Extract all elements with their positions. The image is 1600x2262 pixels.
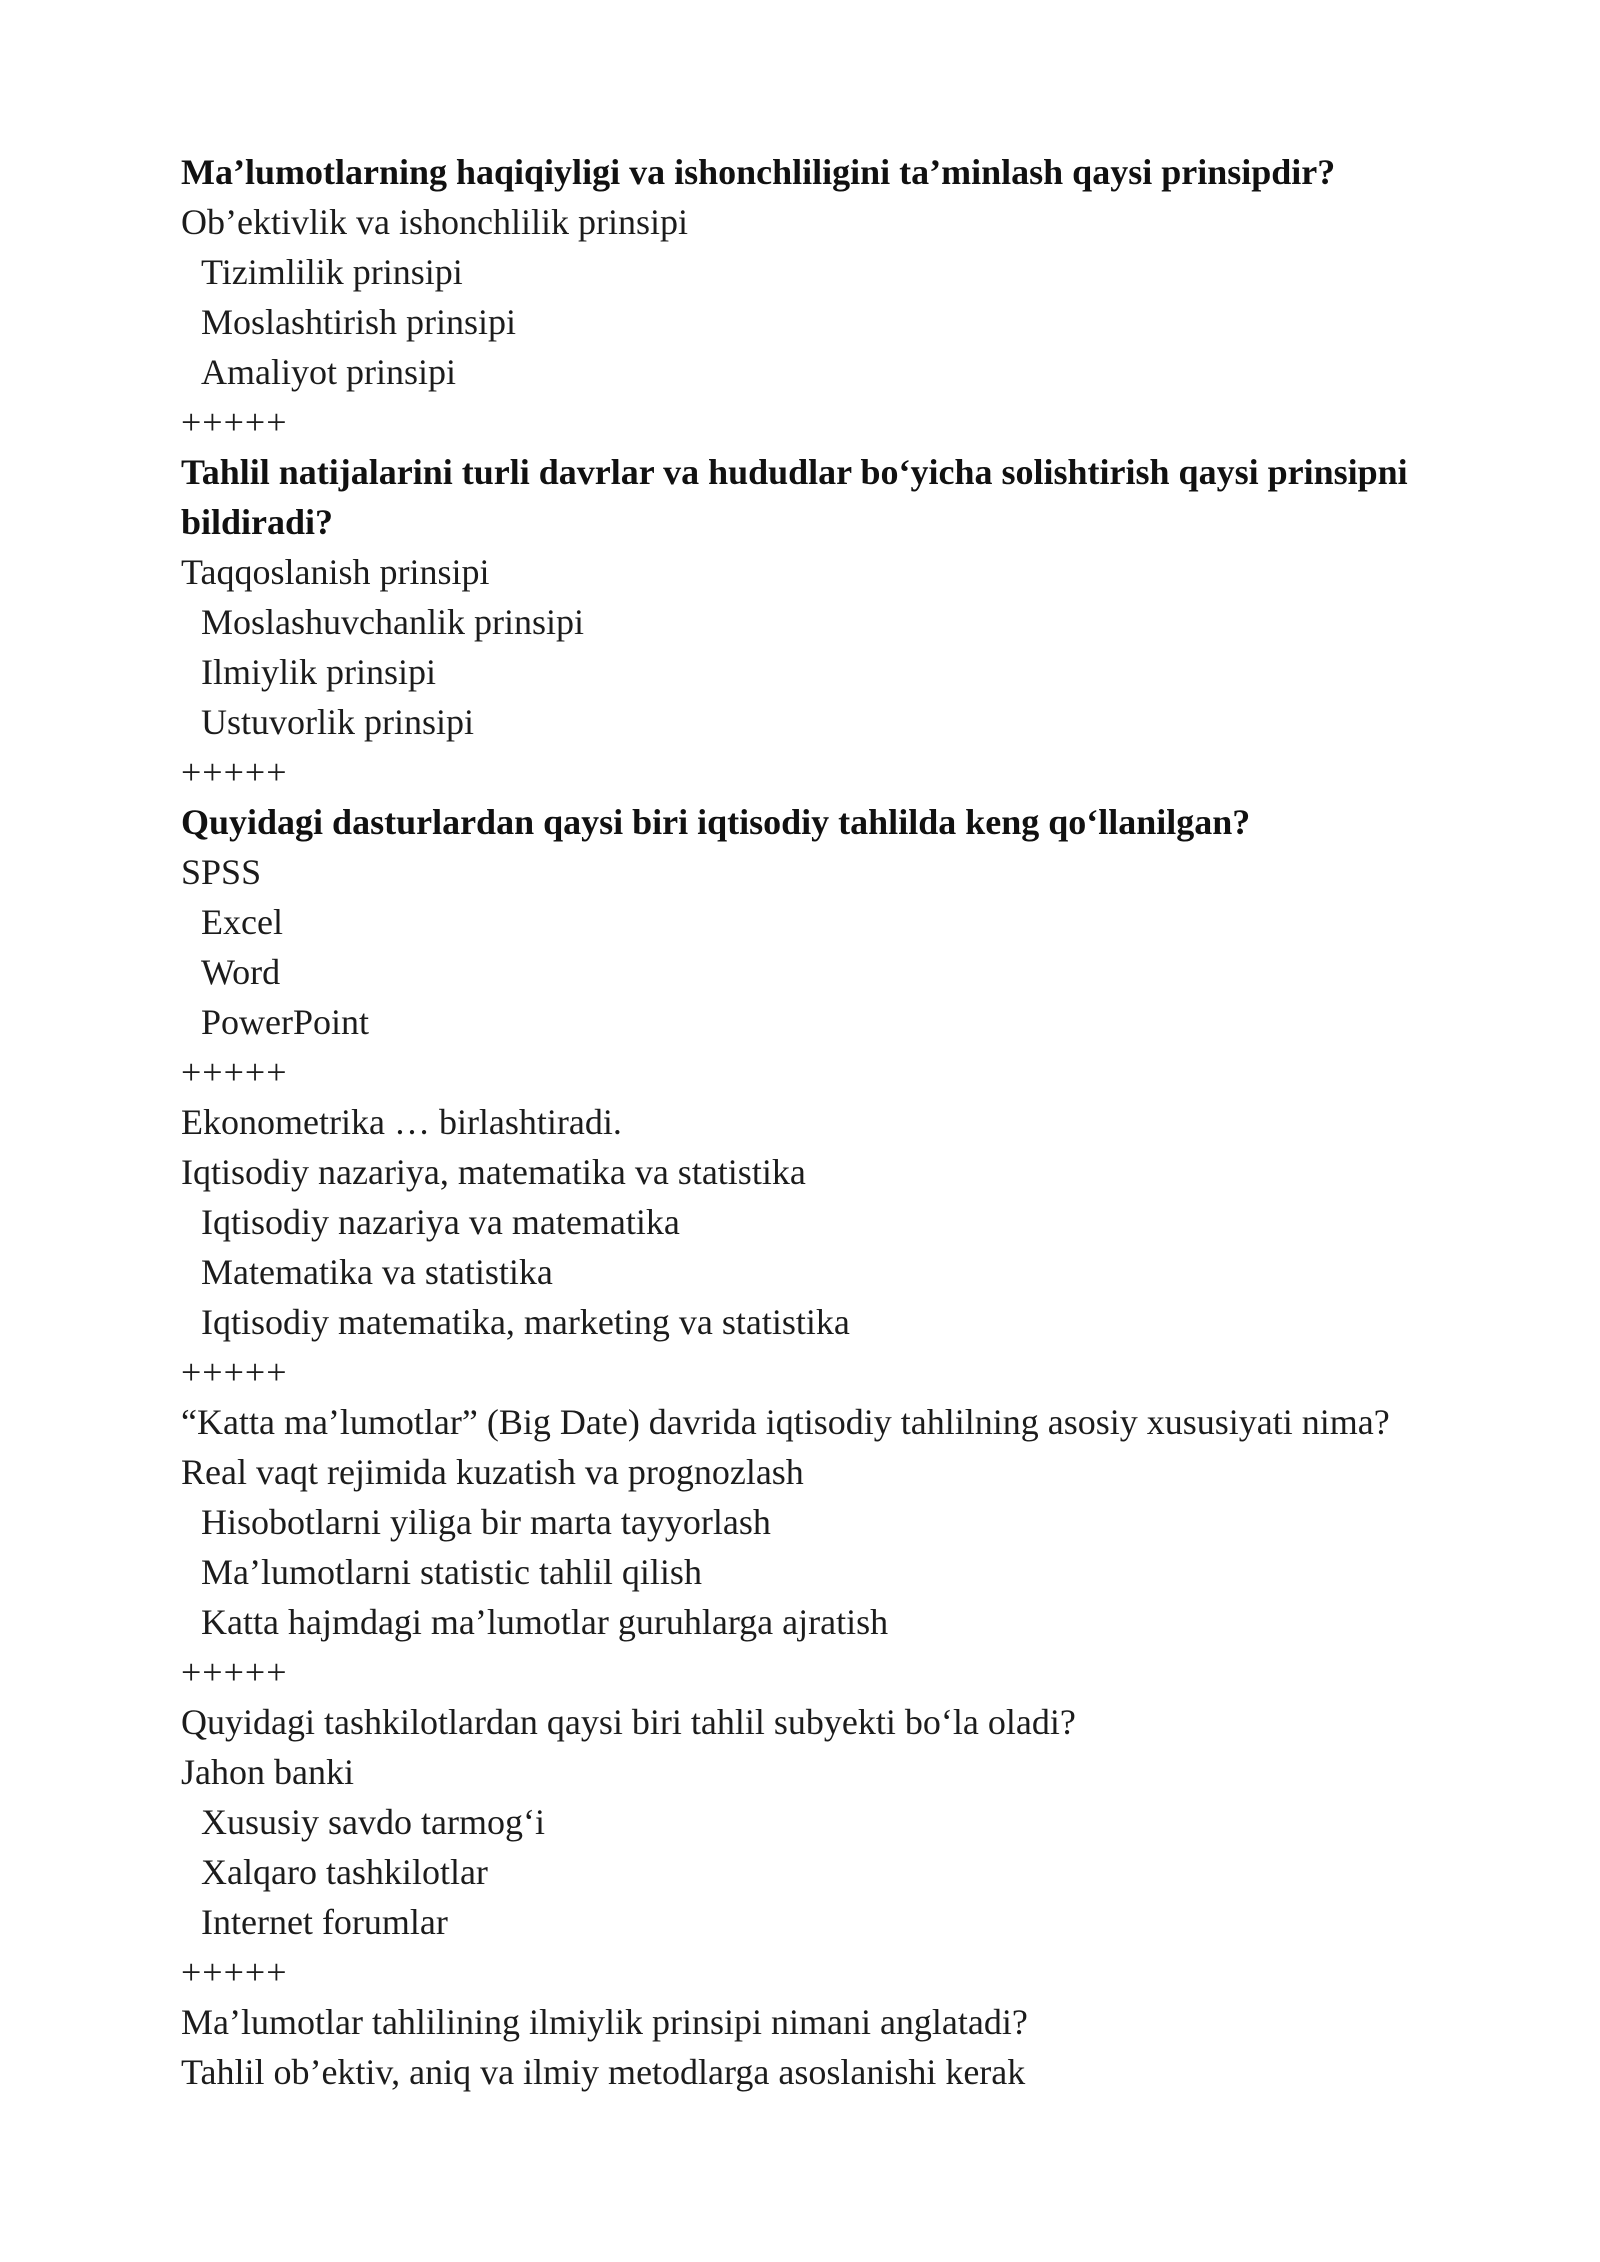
question-separator: +++++ bbox=[181, 402, 288, 442]
answer-option: Moslashuvchanlik prinsipi bbox=[201, 602, 584, 642]
question-separator: +++++ bbox=[181, 752, 288, 792]
answer-option: Tizimlilik prinsipi bbox=[201, 252, 463, 292]
answer-option: Iqtisodiy nazariya va matematika bbox=[201, 1202, 680, 1242]
question-text: Quyidagi tashkilotlardan qaysi biri tahlil subyekti bo‘la oladi? bbox=[181, 1702, 1076, 1742]
answer-option: Ustuvorlik prinsipi bbox=[201, 702, 475, 742]
answer-option: Hisobotlarni yiliga bir marta tayyorlash bbox=[201, 1502, 771, 1542]
question-separator: +++++ bbox=[181, 1952, 288, 1992]
correct-answer: Iqtisodiy nazariya, matematika va statistika bbox=[181, 1152, 806, 1192]
answer-option: PowerPoint bbox=[201, 1002, 370, 1042]
answer-option: Xususiy savdo tarmog‘i bbox=[201, 1802, 545, 1842]
question-text: “Katta ma’lumotlar” (Big Date) davrida iqtisodiy tahlilning asosiy xususiyati nima? bbox=[181, 1402, 1390, 1442]
answer-option: Internet forumlar bbox=[201, 1902, 448, 1942]
answer-option: Matematika va statistika bbox=[201, 1252, 553, 1292]
question-text: Tahlil natijalarini turli davrlar va hududlar bo‘yicha solishtirish qaysi prinsipni bildiradi? bbox=[181, 452, 1417, 542]
document-body bbox=[181, 147, 1481, 2097]
answer-option: Iqtisodiy matematika, marketing va statistika bbox=[201, 1302, 850, 1342]
correct-answer: Ob’ektivlik va ishonchlilik prinsipi bbox=[181, 202, 688, 242]
answer-option: Ma’lumotlarni statistic tahlil qilish bbox=[201, 1552, 702, 1592]
question-text: Quyidagi dasturlardan qaysi biri iqtisodiy tahlilda keng qo‘llanilgan? bbox=[181, 802, 1251, 842]
question-text: Ekonometrika … birlashtiradi. bbox=[181, 1102, 622, 1142]
answer-option: Amaliyot prinsipi bbox=[201, 352, 456, 392]
correct-answer: Jahon banki bbox=[181, 1752, 354, 1792]
answer-option: Katta hajmdagi ma’lumotlar guruhlarga ajratish bbox=[201, 1602, 889, 1642]
question-text: Ma’lumotlar tahlilining ilmiylik prinsipi nimani anglatadi? bbox=[181, 2002, 1028, 2042]
answer-option: Xalqaro tashkilotlar bbox=[201, 1852, 488, 1892]
question-separator: +++++ bbox=[181, 1352, 288, 1392]
correct-answer: SPSS bbox=[181, 852, 262, 892]
correct-answer: Real vaqt rejimida kuzatish va prognozlash bbox=[181, 1452, 804, 1492]
answer-option: Moslashtirish prinsipi bbox=[201, 302, 517, 342]
question-separator: +++++ bbox=[181, 1052, 288, 1092]
answer-option: Ilmiylik prinsipi bbox=[201, 652, 437, 692]
correct-answer: Taqqoslanish prinsipi bbox=[181, 552, 490, 592]
answer-option: Excel bbox=[201, 902, 283, 942]
question-text: Ma’lumotlarning haqiqiyligi va ishonchliligini ta’minlash qaysi prinsipdir? bbox=[181, 152, 1336, 192]
correct-answer: Tahlil ob’ektiv, aniq va ilmiy metodlarga asoslanishi kerak bbox=[181, 2052, 1026, 2092]
question-separator: +++++ bbox=[181, 1652, 288, 1692]
answer-option: Word bbox=[201, 952, 281, 992]
